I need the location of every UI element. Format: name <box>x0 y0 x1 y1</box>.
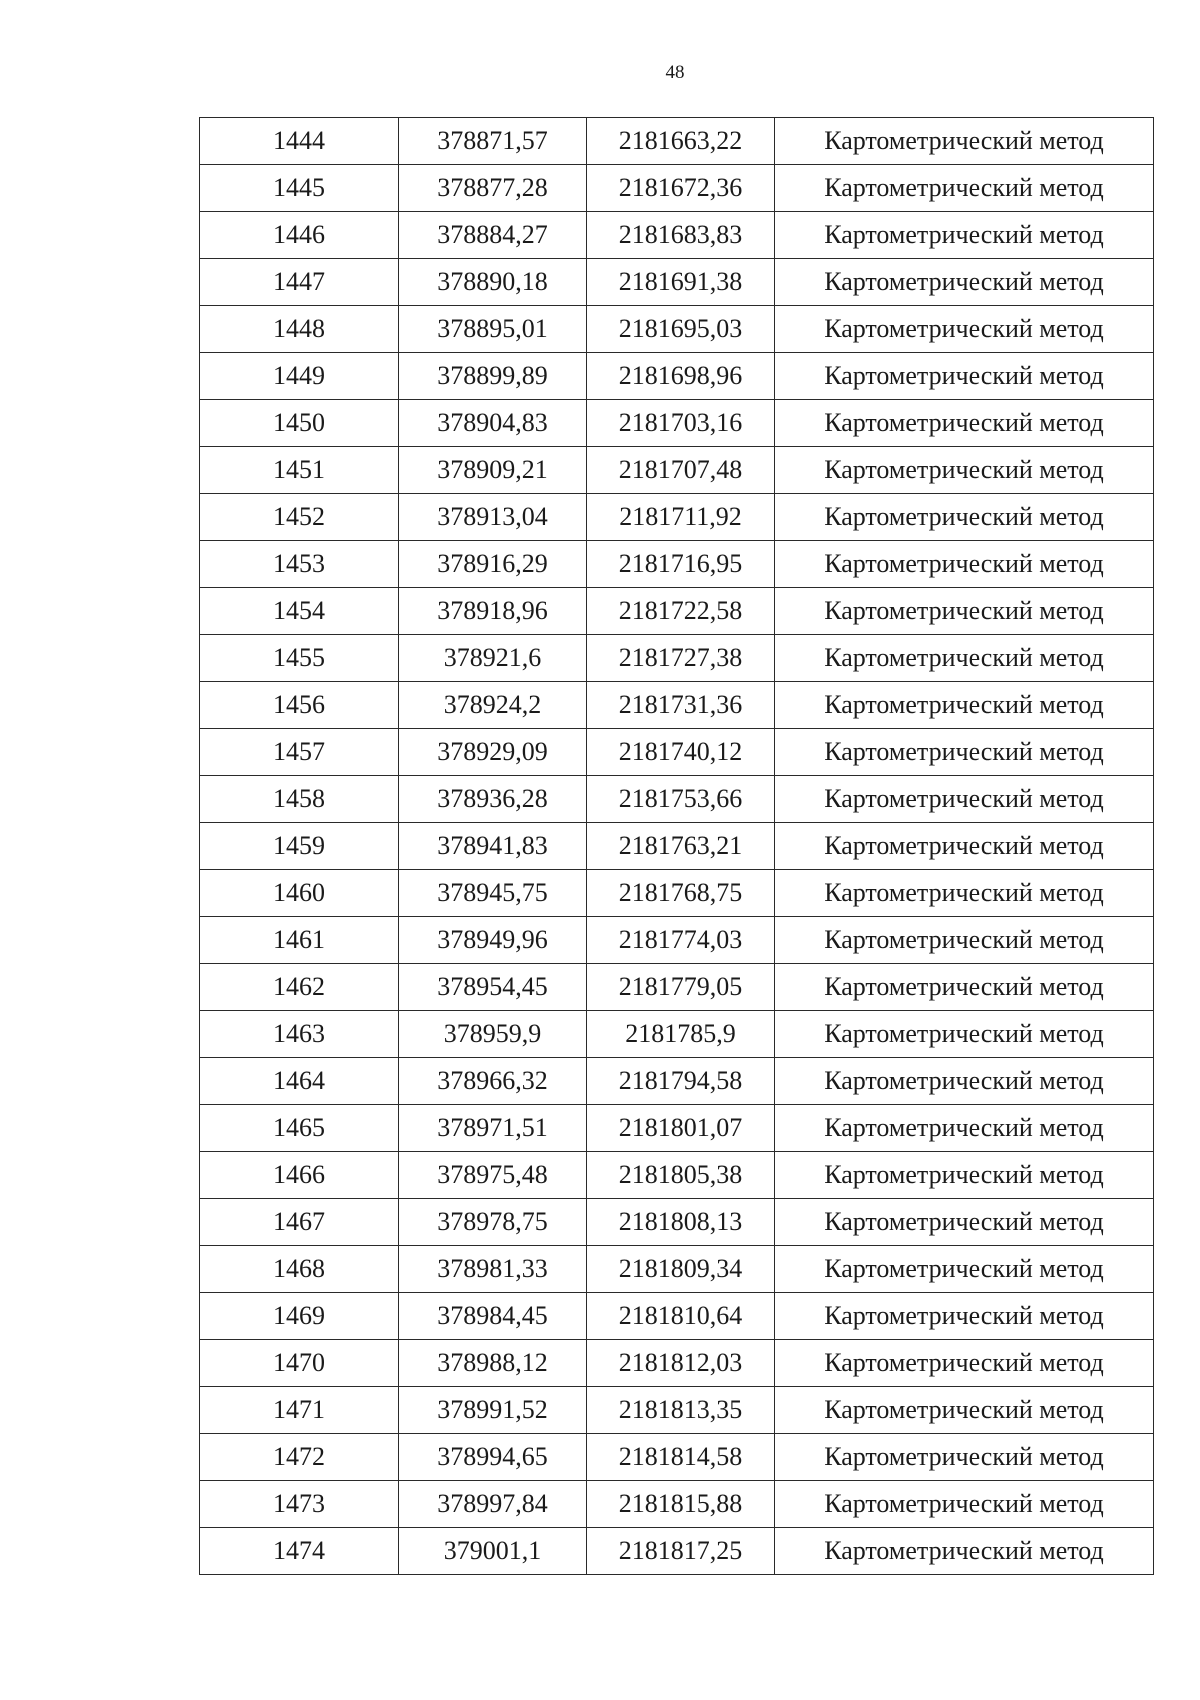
point-number-cell: 1471 <box>200 1387 399 1434</box>
method-cell: Картометрический метод <box>775 118 1154 165</box>
point-number-cell: 1452 <box>200 494 399 541</box>
table-body <box>200 118 1154 1575</box>
point-number-cell: 1449 <box>200 353 399 400</box>
point-number-cell: 1447 <box>200 259 399 306</box>
x-coordinate-cell: 378904,83 <box>399 400 587 447</box>
table-row <box>200 588 1154 635</box>
x-coordinate-cell: 378971,51 <box>399 1105 587 1152</box>
y-coordinate-cell: 2181779,05 <box>587 964 775 1011</box>
table-row <box>200 212 1154 259</box>
x-coordinate-cell: 378929,09 <box>399 729 587 776</box>
point-number-cell: 1469 <box>200 1293 399 1340</box>
table-row <box>200 823 1154 870</box>
y-coordinate-cell: 2181763,21 <box>587 823 775 870</box>
y-coordinate-cell: 2181808,13 <box>587 1199 775 1246</box>
table-row <box>200 306 1154 353</box>
table-row <box>200 917 1154 964</box>
table-row <box>200 1340 1154 1387</box>
x-coordinate-cell: 378941,83 <box>399 823 587 870</box>
y-coordinate-cell: 2181703,16 <box>587 400 775 447</box>
point-number-cell: 1465 <box>200 1105 399 1152</box>
x-coordinate-cell: 378984,45 <box>399 1293 587 1340</box>
table-row <box>200 1293 1154 1340</box>
method-cell: Картометрический метод <box>775 1246 1154 1293</box>
method-cell: Картометрический метод <box>775 165 1154 212</box>
table-row <box>200 682 1154 729</box>
y-coordinate-cell: 2181711,92 <box>587 494 775 541</box>
table-row <box>200 447 1154 494</box>
method-cell: Картометрический метод <box>775 541 1154 588</box>
y-coordinate-cell: 2181683,83 <box>587 212 775 259</box>
point-number-cell: 1448 <box>200 306 399 353</box>
point-number-cell: 1444 <box>200 118 399 165</box>
y-coordinate-cell: 2181794,58 <box>587 1058 775 1105</box>
point-number-cell: 1458 <box>200 776 399 823</box>
method-cell: Картометрический метод <box>775 1105 1154 1152</box>
method-cell: Картометрический метод <box>775 1152 1154 1199</box>
x-coordinate-cell: 378966,32 <box>399 1058 587 1105</box>
table-row <box>200 1387 1154 1434</box>
y-coordinate-cell: 2181695,03 <box>587 306 775 353</box>
point-number-cell: 1459 <box>200 823 399 870</box>
y-coordinate-cell: 2181716,95 <box>587 541 775 588</box>
y-coordinate-cell: 2181815,88 <box>587 1481 775 1528</box>
y-coordinate-cell: 2181817,25 <box>587 1528 775 1575</box>
method-cell: Картометрический метод <box>775 447 1154 494</box>
y-coordinate-cell: 2181672,36 <box>587 165 775 212</box>
point-number-cell: 1461 <box>200 917 399 964</box>
table-row <box>200 964 1154 1011</box>
method-cell: Картометрический метод <box>775 588 1154 635</box>
y-coordinate-cell: 2181805,38 <box>587 1152 775 1199</box>
table-row <box>200 635 1154 682</box>
y-coordinate-cell: 2181727,38 <box>587 635 775 682</box>
method-cell: Картометрический метод <box>775 1340 1154 1387</box>
table-row <box>200 729 1154 776</box>
point-number-cell: 1454 <box>200 588 399 635</box>
point-number-cell: 1453 <box>200 541 399 588</box>
point-number-cell: 1463 <box>200 1011 399 1058</box>
x-coordinate-cell: 378959,9 <box>399 1011 587 1058</box>
method-cell: Картометрический метод <box>775 870 1154 917</box>
table-row <box>200 1152 1154 1199</box>
table-row <box>200 1105 1154 1152</box>
table-row <box>200 1528 1154 1575</box>
y-coordinate-cell: 2181813,35 <box>587 1387 775 1434</box>
y-coordinate-cell: 2181810,64 <box>587 1293 775 1340</box>
method-cell: Картометрический метод <box>775 212 1154 259</box>
table-row <box>200 1481 1154 1528</box>
method-cell: Картометрический метод <box>775 353 1154 400</box>
method-cell: Картометрический метод <box>775 259 1154 306</box>
x-coordinate-cell: 378916,29 <box>399 541 587 588</box>
point-number-cell: 1473 <box>200 1481 399 1528</box>
y-coordinate-cell: 2181785,9 <box>587 1011 775 1058</box>
y-coordinate-cell: 2181740,12 <box>587 729 775 776</box>
y-coordinate-cell: 2181707,48 <box>587 447 775 494</box>
x-coordinate-cell: 378921,6 <box>399 635 587 682</box>
point-number-cell: 1446 <box>200 212 399 259</box>
method-cell: Картометрический метод <box>775 729 1154 776</box>
table-row <box>200 353 1154 400</box>
point-number-cell: 1466 <box>200 1152 399 1199</box>
y-coordinate-cell: 2181768,75 <box>587 870 775 917</box>
x-coordinate-cell: 378945,75 <box>399 870 587 917</box>
y-coordinate-cell: 2181774,03 <box>587 917 775 964</box>
table-row <box>200 165 1154 212</box>
x-coordinate-cell: 378994,65 <box>399 1434 587 1481</box>
y-coordinate-cell: 2181809,34 <box>587 1246 775 1293</box>
coordinates-table <box>199 117 1154 1575</box>
table-row <box>200 776 1154 823</box>
method-cell: Картометрический метод <box>775 776 1154 823</box>
x-coordinate-cell: 378877,28 <box>399 165 587 212</box>
x-coordinate-cell: 378899,89 <box>399 353 587 400</box>
method-cell: Картометрический метод <box>775 494 1154 541</box>
table-row <box>200 1246 1154 1293</box>
x-coordinate-cell: 378871,57 <box>399 118 587 165</box>
table-row <box>200 400 1154 447</box>
y-coordinate-cell: 2181814,58 <box>587 1434 775 1481</box>
x-coordinate-cell: 378991,52 <box>399 1387 587 1434</box>
method-cell: Картометрический метод <box>775 823 1154 870</box>
point-number-cell: 1455 <box>200 635 399 682</box>
method-cell: Картометрический метод <box>775 1434 1154 1481</box>
method-cell: Картометрический метод <box>775 1293 1154 1340</box>
point-number-cell: 1467 <box>200 1199 399 1246</box>
point-number-cell: 1470 <box>200 1340 399 1387</box>
x-coordinate-cell: 378975,48 <box>399 1152 587 1199</box>
y-coordinate-cell: 2181731,36 <box>587 682 775 729</box>
method-cell: Картометрический метод <box>775 1058 1154 1105</box>
x-coordinate-cell: 379001,1 <box>399 1528 587 1575</box>
point-number-cell: 1474 <box>200 1528 399 1575</box>
table-row <box>200 1199 1154 1246</box>
point-number-cell: 1468 <box>200 1246 399 1293</box>
x-coordinate-cell: 378981,33 <box>399 1246 587 1293</box>
x-coordinate-cell: 378954,45 <box>399 964 587 1011</box>
table-row <box>200 259 1154 306</box>
x-coordinate-cell: 378913,04 <box>399 494 587 541</box>
y-coordinate-cell: 2181663,22 <box>587 118 775 165</box>
table-row <box>200 1434 1154 1481</box>
x-coordinate-cell: 378890,18 <box>399 259 587 306</box>
method-cell: Картометрический метод <box>775 1481 1154 1528</box>
point-number-cell: 1464 <box>200 1058 399 1105</box>
point-number-cell: 1472 <box>200 1434 399 1481</box>
table-row <box>200 870 1154 917</box>
x-coordinate-cell: 378936,28 <box>399 776 587 823</box>
x-coordinate-cell: 378895,01 <box>399 306 587 353</box>
x-coordinate-cell: 378997,84 <box>399 1481 587 1528</box>
method-cell: Картометрический метод <box>775 917 1154 964</box>
x-coordinate-cell: 378924,2 <box>399 682 587 729</box>
method-cell: Картометрический метод <box>775 1011 1154 1058</box>
method-cell: Картометрический метод <box>775 1199 1154 1246</box>
x-coordinate-cell: 378949,96 <box>399 917 587 964</box>
y-coordinate-cell: 2181801,07 <box>587 1105 775 1152</box>
y-coordinate-cell: 2181722,58 <box>587 588 775 635</box>
method-cell: Картометрический метод <box>775 1528 1154 1575</box>
point-number-cell: 1457 <box>200 729 399 776</box>
table-row <box>200 1011 1154 1058</box>
y-coordinate-cell: 2181691,38 <box>587 259 775 306</box>
table-row <box>200 541 1154 588</box>
page-number: 48 <box>665 62 685 83</box>
x-coordinate-cell: 378988,12 <box>399 1340 587 1387</box>
point-number-cell: 1451 <box>200 447 399 494</box>
x-coordinate-cell: 378978,75 <box>399 1199 587 1246</box>
point-number-cell: 1462 <box>200 964 399 1011</box>
x-coordinate-cell: 378918,96 <box>399 588 587 635</box>
method-cell: Картометрический метод <box>775 682 1154 729</box>
y-coordinate-cell: 2181698,96 <box>587 353 775 400</box>
point-number-cell: 1445 <box>200 165 399 212</box>
method-cell: Картометрический метод <box>775 400 1154 447</box>
point-number-cell: 1456 <box>200 682 399 729</box>
method-cell: Картометрический метод <box>775 1387 1154 1434</box>
method-cell: Картометрический метод <box>775 964 1154 1011</box>
x-coordinate-cell: 378909,21 <box>399 447 587 494</box>
method-cell: Картометрический метод <box>775 306 1154 353</box>
y-coordinate-cell: 2181812,03 <box>587 1340 775 1387</box>
point-number-cell: 1460 <box>200 870 399 917</box>
x-coordinate-cell: 378884,27 <box>399 212 587 259</box>
table-row <box>200 118 1154 165</box>
point-number-cell: 1450 <box>200 400 399 447</box>
method-cell: Картометрический метод <box>775 635 1154 682</box>
y-coordinate-cell: 2181753,66 <box>587 776 775 823</box>
table-row <box>200 494 1154 541</box>
table-row <box>200 1058 1154 1105</box>
